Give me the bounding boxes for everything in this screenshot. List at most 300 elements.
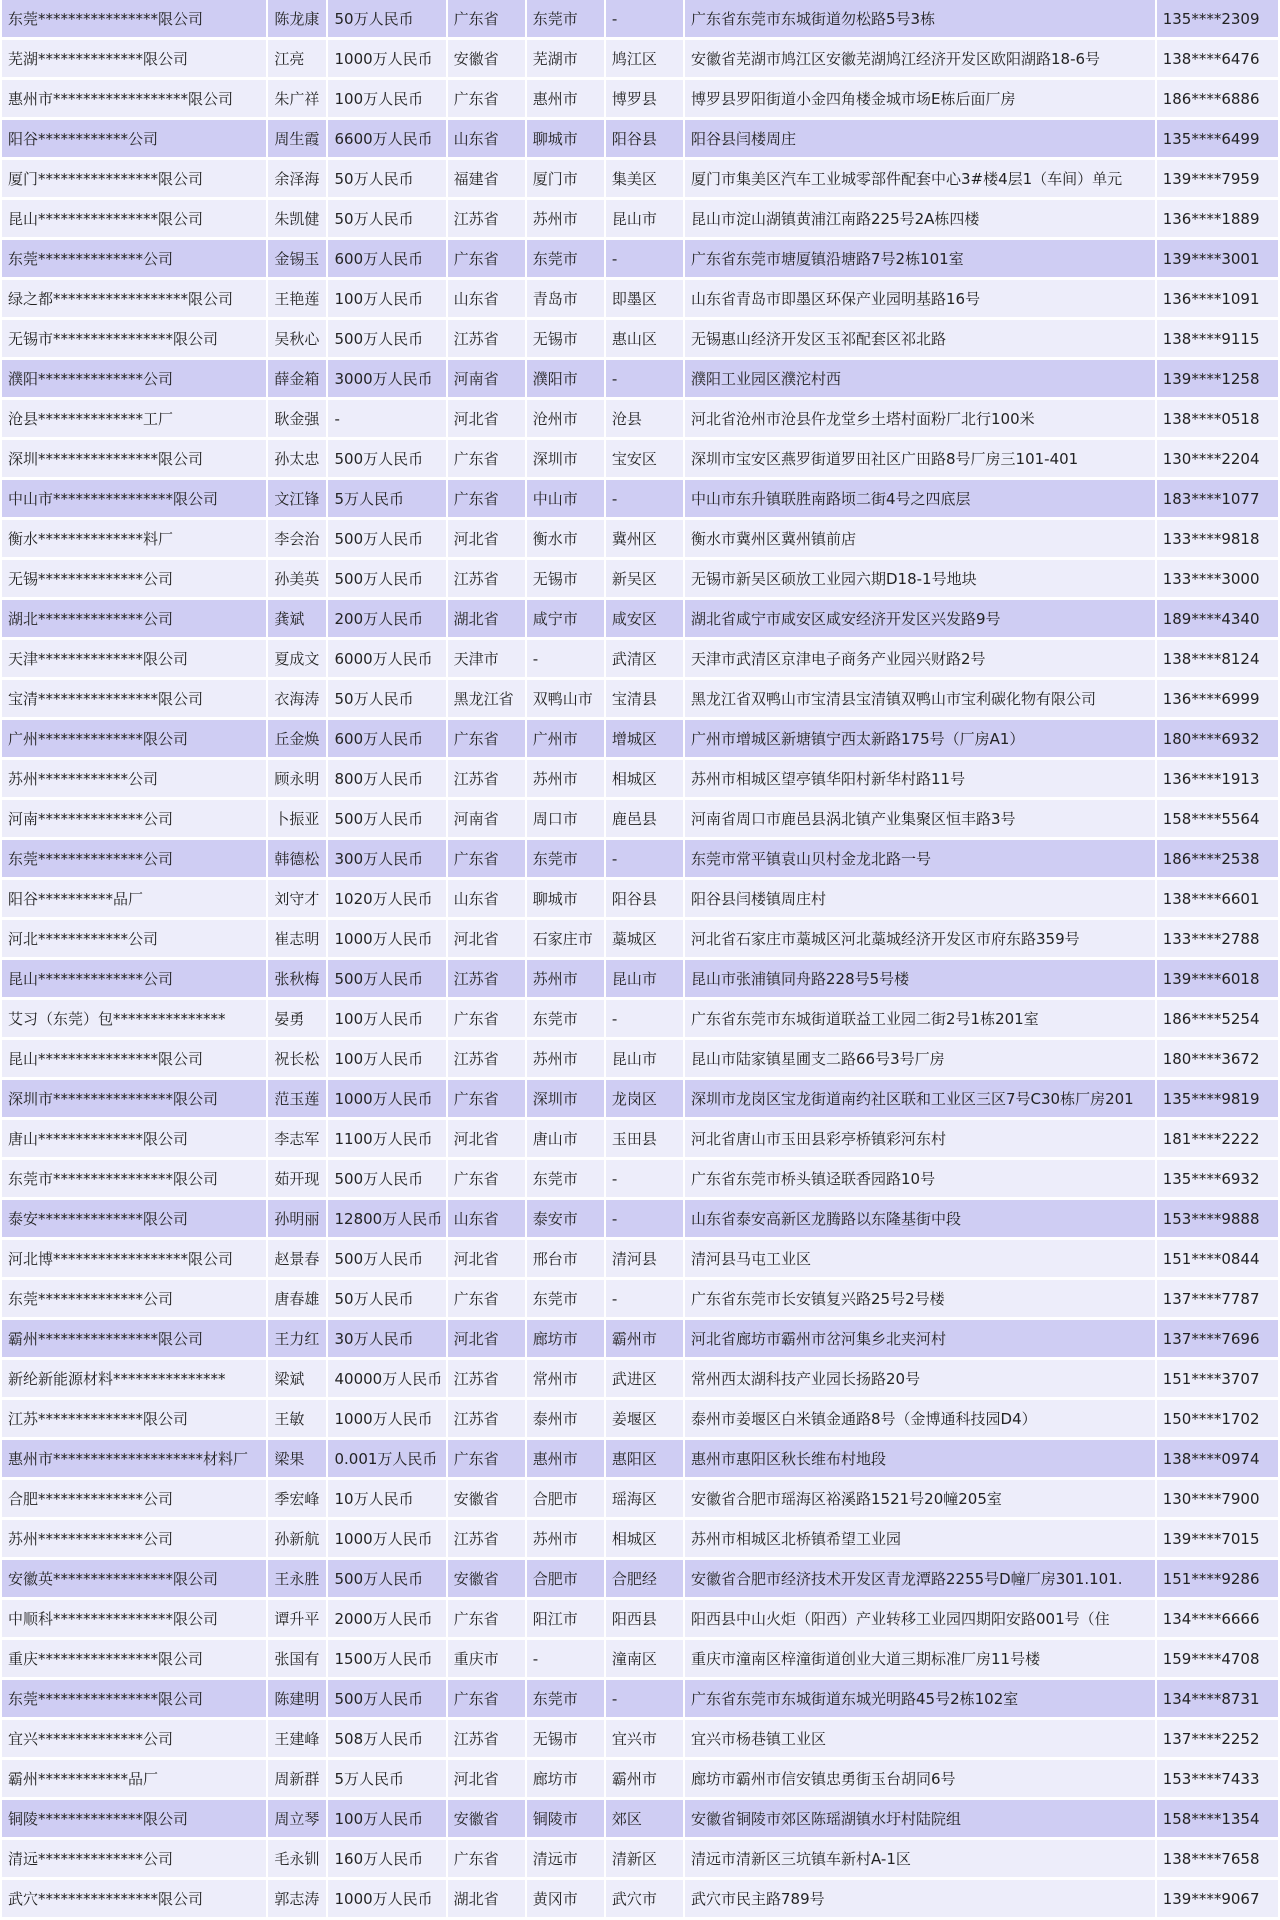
registered-capital-cell: 1000万人民币 [328, 1080, 445, 1117]
phone-cell: 153****7433 [1157, 1760, 1278, 1797]
phone-cell: 150****1702 [1157, 1400, 1278, 1437]
address-cell: 广东省东莞市桥头镇迳联香园路10号 [685, 1160, 1155, 1197]
table-row [2, 160, 1278, 197]
table-row [2, 840, 1278, 877]
registered-capital-cell: 1100万人民币 [328, 1120, 445, 1157]
registered-capital-cell: 500万人民币 [328, 960, 445, 997]
table-row [2, 280, 1278, 317]
table-row [2, 760, 1278, 797]
table-row [2, 560, 1278, 597]
district-cell: 宝安区 [606, 440, 683, 477]
legal-rep-cell: 郭志涛 [268, 1880, 326, 1917]
company-name-cell: 衡水**************料厂 [2, 520, 266, 557]
district-cell: 姜堰区 [606, 1400, 683, 1437]
phone-cell: 183****1077 [1157, 480, 1278, 517]
registered-capital-cell: 40000万人民币 [328, 1360, 445, 1397]
city-cell: 濮阳市 [527, 360, 604, 397]
address-cell: 无锡惠山经济开发区玉祁配套区祁北路 [685, 320, 1155, 357]
table-row [2, 880, 1278, 917]
city-cell: 苏州市 [527, 760, 604, 797]
district-cell: 清新区 [606, 1840, 683, 1877]
registered-capital-cell: 500万人民币 [328, 560, 445, 597]
district-cell: 玉田县 [606, 1120, 683, 1157]
registered-capital-cell: 100万人民币 [328, 80, 445, 117]
legal-rep-cell: 卜振亚 [268, 800, 326, 837]
city-cell: 合肥市 [527, 1480, 604, 1517]
province-cell: 广东省 [448, 440, 525, 477]
city-cell: 咸宁市 [527, 600, 604, 637]
legal-rep-cell: 崔志明 [268, 920, 326, 957]
company-name-cell: 河北************公司 [2, 920, 266, 957]
city-cell: 泰安市 [527, 1200, 604, 1237]
legal-rep-cell: 祝长松 [268, 1040, 326, 1077]
province-cell: 江苏省 [448, 1400, 525, 1437]
legal-rep-cell: 夏成文 [268, 640, 326, 677]
city-cell: 芜湖市 [527, 40, 604, 77]
district-cell: 清河县 [606, 1240, 683, 1277]
province-cell: 广东省 [448, 840, 525, 877]
legal-rep-cell: 孙美英 [268, 560, 326, 597]
company-name-cell: 昆山****************限公司 [2, 200, 266, 237]
city-cell: 廊坊市 [527, 1320, 604, 1357]
address-cell: 广东省东莞市东城街道东城光明路45号2栋102室 [685, 1680, 1155, 1717]
table-row [2, 120, 1278, 157]
company-name-cell: 河南**************公司 [2, 800, 266, 837]
table-row [2, 400, 1278, 437]
phone-cell: 186****2538 [1157, 840, 1278, 877]
company-name-cell: 宝清****************限公司 [2, 680, 266, 717]
address-cell: 深圳市宝安区燕罗街道罗田社区广田路8号厂房三101-401 [685, 440, 1155, 477]
company-name-cell: 濮阳**************公司 [2, 360, 266, 397]
registered-capital-cell: 1020万人民币 [328, 880, 445, 917]
company-name-cell: 无锡**************公司 [2, 560, 266, 597]
address-cell: 河南省周口市鹿邑县涡北镇产业集聚区恒丰路3号 [685, 800, 1155, 837]
registered-capital-cell: 30万人民币 [328, 1320, 445, 1357]
province-cell: 江苏省 [448, 1360, 525, 1397]
registered-capital-cell: 10万人民币 [328, 1480, 445, 1517]
city-cell: 东莞市 [527, 1160, 604, 1197]
table-row [2, 1520, 1278, 1557]
province-cell: 黑龙江省 [448, 680, 525, 717]
address-cell: 河北省沧州市沧县仵龙堂乡土塔村面粉厂北行100米 [685, 400, 1155, 437]
registered-capital-cell: 500万人民币 [328, 1680, 445, 1717]
table-row [2, 1440, 1278, 1477]
table-row [2, 0, 1278, 37]
legal-rep-cell: 薛金箱 [268, 360, 326, 397]
phone-cell: 180****3672 [1157, 1040, 1278, 1077]
table-row [2, 1120, 1278, 1157]
phone-cell: 130****7900 [1157, 1480, 1278, 1517]
district-cell: 霸州市 [606, 1320, 683, 1357]
company-name-cell: 宜兴**************公司 [2, 1720, 266, 1757]
address-cell: 清河县马屯工业区 [685, 1240, 1155, 1277]
district-cell: 阳谷县 [606, 120, 683, 157]
district-cell: 武穴市 [606, 1880, 683, 1917]
province-cell: 广东省 [448, 1440, 525, 1477]
table-row [2, 40, 1278, 77]
province-cell: 山东省 [448, 1200, 525, 1237]
district-cell: 新吴区 [606, 560, 683, 597]
registered-capital-cell: 12800万人民币 [328, 1200, 445, 1237]
city-cell: 合肥市 [527, 1560, 604, 1597]
table-row [2, 1240, 1278, 1277]
city-cell: 衡水市 [527, 520, 604, 557]
city-cell: - [527, 1640, 604, 1677]
province-cell: 山东省 [448, 880, 525, 917]
city-cell: 东莞市 [527, 0, 604, 37]
district-cell: - [606, 840, 683, 877]
city-cell: 苏州市 [527, 1040, 604, 1077]
registered-capital-cell: 1000万人民币 [328, 40, 445, 77]
table-row [2, 1840, 1278, 1877]
city-cell: 东莞市 [527, 840, 604, 877]
city-cell: 无锡市 [527, 320, 604, 357]
district-cell: - [606, 0, 683, 37]
phone-cell: 136****1091 [1157, 280, 1278, 317]
table-row [2, 440, 1278, 477]
legal-rep-cell: 江亮 [268, 40, 326, 77]
phone-cell: 186****5254 [1157, 1000, 1278, 1037]
legal-rep-cell: 余泽海 [268, 160, 326, 197]
province-cell: 广东省 [448, 1000, 525, 1037]
table-row [2, 600, 1278, 637]
registered-capital-cell: 3000万人民币 [328, 360, 445, 397]
table-row [2, 800, 1278, 837]
province-cell: 广东省 [448, 1600, 525, 1637]
phone-cell: 137****7787 [1157, 1280, 1278, 1317]
registered-capital-cell: 508万人民币 [328, 1720, 445, 1757]
phone-cell: 139****9067 [1157, 1880, 1278, 1917]
registered-capital-cell: 500万人民币 [328, 800, 445, 837]
registered-capital-cell: 50万人民币 [328, 680, 445, 717]
address-cell: 深圳市龙岗区宝龙街道南约社区联和工业区三区7号C30栋厂房201 [685, 1080, 1155, 1117]
district-cell: 惠阳区 [606, 1440, 683, 1477]
table-row [2, 640, 1278, 677]
company-name-cell: 唐山**************限公司 [2, 1120, 266, 1157]
registered-capital-cell: 500万人民币 [328, 1160, 445, 1197]
table-row [2, 200, 1278, 237]
province-cell: 湖北省 [448, 600, 525, 637]
company-name-cell: 艾习（东莞）包*************** [2, 1000, 266, 1037]
district-cell: 宜兴市 [606, 1720, 683, 1757]
table-row [2, 520, 1278, 557]
province-cell: 江苏省 [448, 320, 525, 357]
city-cell: - [527, 640, 604, 677]
district-cell: 霸州市 [606, 1760, 683, 1797]
company-name-cell: 合肥**************公司 [2, 1480, 266, 1517]
company-name-cell: 无锡市****************限公司 [2, 320, 266, 357]
city-cell: 唐山市 [527, 1120, 604, 1157]
registered-capital-cell: 500万人民币 [328, 1240, 445, 1277]
phone-cell: 133****3000 [1157, 560, 1278, 597]
phone-cell: 135****9819 [1157, 1080, 1278, 1117]
company-name-cell: 霸州************品厂 [2, 1760, 266, 1797]
district-cell: 瑶海区 [606, 1480, 683, 1517]
address-cell: 湖北省咸宁市咸安区咸安经济开发区兴发路9号 [685, 600, 1155, 637]
province-cell: 河北省 [448, 1760, 525, 1797]
legal-rep-cell: 衣海涛 [268, 680, 326, 717]
address-cell: 广东省东莞市塘厦镇沿塘路7号2栋101室 [685, 240, 1155, 277]
address-cell: 廊坊市霸州市信安镇忠勇街玉台胡同6号 [685, 1760, 1155, 1797]
province-cell: 江苏省 [448, 960, 525, 997]
registered-capital-cell: 100万人民币 [328, 280, 445, 317]
phone-cell: 159****4708 [1157, 1640, 1278, 1677]
phone-cell: 139****7015 [1157, 1520, 1278, 1557]
table-row [2, 1160, 1278, 1197]
address-cell: 昆山市张浦镇同舟路228号5号楼 [685, 960, 1155, 997]
district-cell: 郊区 [606, 1800, 683, 1837]
company-name-cell: 昆山****************限公司 [2, 1040, 266, 1077]
address-cell: 广州市增城区新塘镇宁西太新路175号（厂房A1） [685, 720, 1155, 757]
province-cell: 江苏省 [448, 760, 525, 797]
company-name-cell: 深圳****************限公司 [2, 440, 266, 477]
legal-rep-cell: 陈建明 [268, 1680, 326, 1717]
company-name-cell: 中山市****************限公司 [2, 480, 266, 517]
legal-rep-cell: 周新群 [268, 1760, 326, 1797]
address-cell: 安徽省芜湖市鸠江区安徽芜湖鸠江经济开发区欧阳湖路18-6号 [685, 40, 1155, 77]
phone-cell: 135****6499 [1157, 120, 1278, 157]
legal-rep-cell: 范玉莲 [268, 1080, 326, 1117]
registered-capital-cell: 1500万人民币 [328, 1640, 445, 1677]
address-cell: 阳谷县闫楼镇周庄村 [685, 880, 1155, 917]
registered-capital-cell: 600万人民币 [328, 720, 445, 757]
city-cell: 周口市 [527, 800, 604, 837]
legal-rep-cell: 毛永钏 [268, 1840, 326, 1877]
legal-rep-cell: 文江锋 [268, 480, 326, 517]
district-cell: - [606, 360, 683, 397]
address-cell: 常州西太湖科技产业园长扬路20号 [685, 1360, 1155, 1397]
city-cell: 石家庄市 [527, 920, 604, 957]
district-cell: 增城区 [606, 720, 683, 757]
phone-cell: 158****5564 [1157, 800, 1278, 837]
province-cell: 湖北省 [448, 1880, 525, 1917]
province-cell: 广东省 [448, 1280, 525, 1317]
city-cell: 东莞市 [527, 1280, 604, 1317]
table-row [2, 1280, 1278, 1317]
district-cell: 宝清县 [606, 680, 683, 717]
company-name-cell: 惠州市******************限公司 [2, 80, 266, 117]
table-row [2, 1360, 1278, 1397]
registered-capital-cell: 6000万人民币 [328, 640, 445, 677]
phone-cell: 153****9888 [1157, 1200, 1278, 1237]
company-name-cell: 清远**************公司 [2, 1840, 266, 1877]
company-name-cell: 东莞市****************限公司 [2, 1160, 266, 1197]
phone-cell: 139****6018 [1157, 960, 1278, 997]
registered-capital-cell: 1000万人民币 [328, 920, 445, 957]
company-name-cell: 阳谷**********品厂 [2, 880, 266, 917]
city-cell: 东莞市 [527, 240, 604, 277]
company-name-cell: 东莞**************公司 [2, 1280, 266, 1317]
phone-cell: 181****2222 [1157, 1120, 1278, 1157]
table-row [2, 920, 1278, 957]
legal-rep-cell: 王建峰 [268, 1720, 326, 1757]
district-cell: - [606, 1160, 683, 1197]
table-row [2, 320, 1278, 357]
district-cell: - [606, 1280, 683, 1317]
city-cell: 廊坊市 [527, 1760, 604, 1797]
table-row [2, 1880, 1278, 1917]
address-cell: 黑龙江省双鸭山市宝清县宝清镇双鸭山市宝利碳化物有限公司 [685, 680, 1155, 717]
legal-rep-cell: 龚斌 [268, 600, 326, 637]
city-cell: 惠州市 [527, 1440, 604, 1477]
city-cell: 聊城市 [527, 880, 604, 917]
registered-capital-cell: 5万人民币 [328, 1760, 445, 1797]
district-cell: 冀州区 [606, 520, 683, 557]
phone-cell: 136****1889 [1157, 200, 1278, 237]
legal-rep-cell: 孙新航 [268, 1520, 326, 1557]
phone-cell: 138****9115 [1157, 320, 1278, 357]
district-cell: 藁城区 [606, 920, 683, 957]
address-cell: 阳西县中山火炬（阳西）产业转移工业园四期阳安路001号（住 [685, 1600, 1155, 1637]
address-cell: 厦门市集美区汽车工业城零部件配套中心3#楼4层1（车间）单元 [685, 160, 1155, 197]
province-cell: 广东省 [448, 1160, 525, 1197]
province-cell: 广东省 [448, 0, 525, 37]
district-cell: - [606, 1000, 683, 1037]
registered-capital-cell: 800万人民币 [328, 760, 445, 797]
city-cell: 东莞市 [527, 1000, 604, 1037]
province-cell: 安徽省 [448, 1480, 525, 1517]
legal-rep-cell: 陈龙康 [268, 0, 326, 37]
legal-rep-cell: 顾永明 [268, 760, 326, 797]
company-name-cell: 重庆****************限公司 [2, 1640, 266, 1677]
city-cell: 黄冈市 [527, 1880, 604, 1917]
province-cell: 江苏省 [448, 1520, 525, 1557]
address-cell: 博罗县罗阳街道小金四角楼金城市场E栋后面厂房 [685, 80, 1155, 117]
phone-cell: 135****2309 [1157, 0, 1278, 37]
district-cell: 博罗县 [606, 80, 683, 117]
district-cell: 龙岗区 [606, 1080, 683, 1117]
province-cell: 山东省 [448, 120, 525, 157]
city-cell: 惠州市 [527, 80, 604, 117]
city-cell: 清远市 [527, 1840, 604, 1877]
registered-capital-cell: 5万人民币 [328, 480, 445, 517]
address-cell: 昆山市淀山湖镇黄浦江南路225号2A栋四楼 [685, 200, 1155, 237]
province-cell: 广东省 [448, 480, 525, 517]
address-cell: 清远市清新区三坑镇车新村A-1区 [685, 1840, 1155, 1877]
phone-cell: 151****9286 [1157, 1560, 1278, 1597]
city-cell: 聊城市 [527, 120, 604, 157]
province-cell: 江苏省 [448, 560, 525, 597]
district-cell: 惠山区 [606, 320, 683, 357]
company-name-cell: 阳谷************公司 [2, 120, 266, 157]
table-row [2, 1640, 1278, 1677]
company-name-cell: 惠州市********************材料厂 [2, 1440, 266, 1477]
city-cell: 邢台市 [527, 1240, 604, 1277]
table-body [2, 0, 1278, 1917]
legal-rep-cell: 唐春雄 [268, 1280, 326, 1317]
table-row [2, 1680, 1278, 1717]
district-cell: 阳谷县 [606, 880, 683, 917]
registered-capital-cell: 1000万人民币 [328, 1880, 445, 1917]
registered-capital-cell: 500万人民币 [328, 1560, 445, 1597]
phone-cell: 138****6476 [1157, 40, 1278, 77]
address-cell: 重庆市潼南区梓潼街道创业大道三期标准厂房11号楼 [685, 1640, 1155, 1677]
table-row [2, 1040, 1278, 1077]
phone-cell: 130****2204 [1157, 440, 1278, 477]
registered-capital-cell: 100万人民币 [328, 1000, 445, 1037]
province-cell: 河南省 [448, 360, 525, 397]
legal-rep-cell: 王力红 [268, 1320, 326, 1357]
address-cell: 惠州市惠阳区秋长维布村地段 [685, 1440, 1155, 1477]
province-cell: 广东省 [448, 1840, 525, 1877]
district-cell: 鹿邑县 [606, 800, 683, 837]
phone-cell: 151****3707 [1157, 1360, 1278, 1397]
address-cell: 武穴市民主路789号 [685, 1880, 1155, 1917]
company-name-cell: 苏州************公司 [2, 760, 266, 797]
phone-cell: 138****0518 [1157, 400, 1278, 437]
address-cell: 苏州市相城区北桥镇希望工业园 [685, 1520, 1155, 1557]
address-cell: 中山市东升镇联胜南路顷二街4号之四底层 [685, 480, 1155, 517]
district-cell: 昆山市 [606, 1040, 683, 1077]
province-cell: 广东省 [448, 1080, 525, 1117]
legal-rep-cell: 梁果 [268, 1440, 326, 1477]
phone-cell: 189****4340 [1157, 600, 1278, 637]
registered-capital-cell: 500万人民币 [328, 320, 445, 357]
phone-cell: 139****1258 [1157, 360, 1278, 397]
province-cell: 河北省 [448, 1240, 525, 1277]
table-row [2, 720, 1278, 757]
phone-cell: 134****6666 [1157, 1600, 1278, 1637]
registered-capital-cell: 2000万人民币 [328, 1600, 445, 1637]
legal-rep-cell: 韩德松 [268, 840, 326, 877]
legal-rep-cell: 谭升平 [268, 1600, 326, 1637]
table-row [2, 1720, 1278, 1757]
table-row [2, 960, 1278, 997]
legal-rep-cell: 孙太忠 [268, 440, 326, 477]
company-name-cell: 新纶新能源材料*************** [2, 1360, 266, 1397]
district-cell: - [606, 240, 683, 277]
legal-rep-cell: 周生霞 [268, 120, 326, 157]
company-name-cell: 河北博******************限公司 [2, 1240, 266, 1277]
city-cell: 青岛市 [527, 280, 604, 317]
province-cell: 福建省 [448, 160, 525, 197]
table-row [2, 480, 1278, 517]
company-name-cell: 绿之都******************限公司 [2, 280, 266, 317]
city-cell: 无锡市 [527, 560, 604, 597]
province-cell: 广东省 [448, 1680, 525, 1717]
city-cell: 苏州市 [527, 960, 604, 997]
phone-cell: 138****0974 [1157, 1440, 1278, 1477]
legal-rep-cell: 李会治 [268, 520, 326, 557]
legal-rep-cell: 张国有 [268, 1640, 326, 1677]
city-cell: 常州市 [527, 1360, 604, 1397]
city-cell: 深圳市 [527, 440, 604, 477]
address-cell: 濮阳工业园区濮沱村西 [685, 360, 1155, 397]
province-cell: 河北省 [448, 920, 525, 957]
address-cell: 宜兴市杨巷镇工业区 [685, 1720, 1155, 1757]
address-cell: 泰州市姜堰区白米镇金通路8号（金博通科技园D4） [685, 1400, 1155, 1437]
registered-capital-cell: 0.001万人民币 [328, 1440, 445, 1477]
province-cell: 安徽省 [448, 40, 525, 77]
city-cell: 苏州市 [527, 1520, 604, 1557]
address-cell: 安徽省合肥市瑶海区裕溪路1521号20幢205室 [685, 1480, 1155, 1517]
legal-rep-cell: 梁斌 [268, 1360, 326, 1397]
phone-cell: 138****6601 [1157, 880, 1278, 917]
city-cell: 泰州市 [527, 1400, 604, 1437]
city-cell: 深圳市 [527, 1080, 604, 1117]
company-name-cell: 昆山**************公司 [2, 960, 266, 997]
company-name-cell: 东莞**************公司 [2, 240, 266, 277]
registered-capital-cell: 50万人民币 [328, 1280, 445, 1317]
table-row [2, 80, 1278, 117]
table-row [2, 1600, 1278, 1637]
province-cell: 山东省 [448, 280, 525, 317]
company-name-cell: 霸州****************限公司 [2, 1320, 266, 1357]
district-cell: 昆山市 [606, 200, 683, 237]
district-cell: 集美区 [606, 160, 683, 197]
legal-rep-cell: 刘守才 [268, 880, 326, 917]
registered-capital-cell: - [328, 400, 445, 437]
